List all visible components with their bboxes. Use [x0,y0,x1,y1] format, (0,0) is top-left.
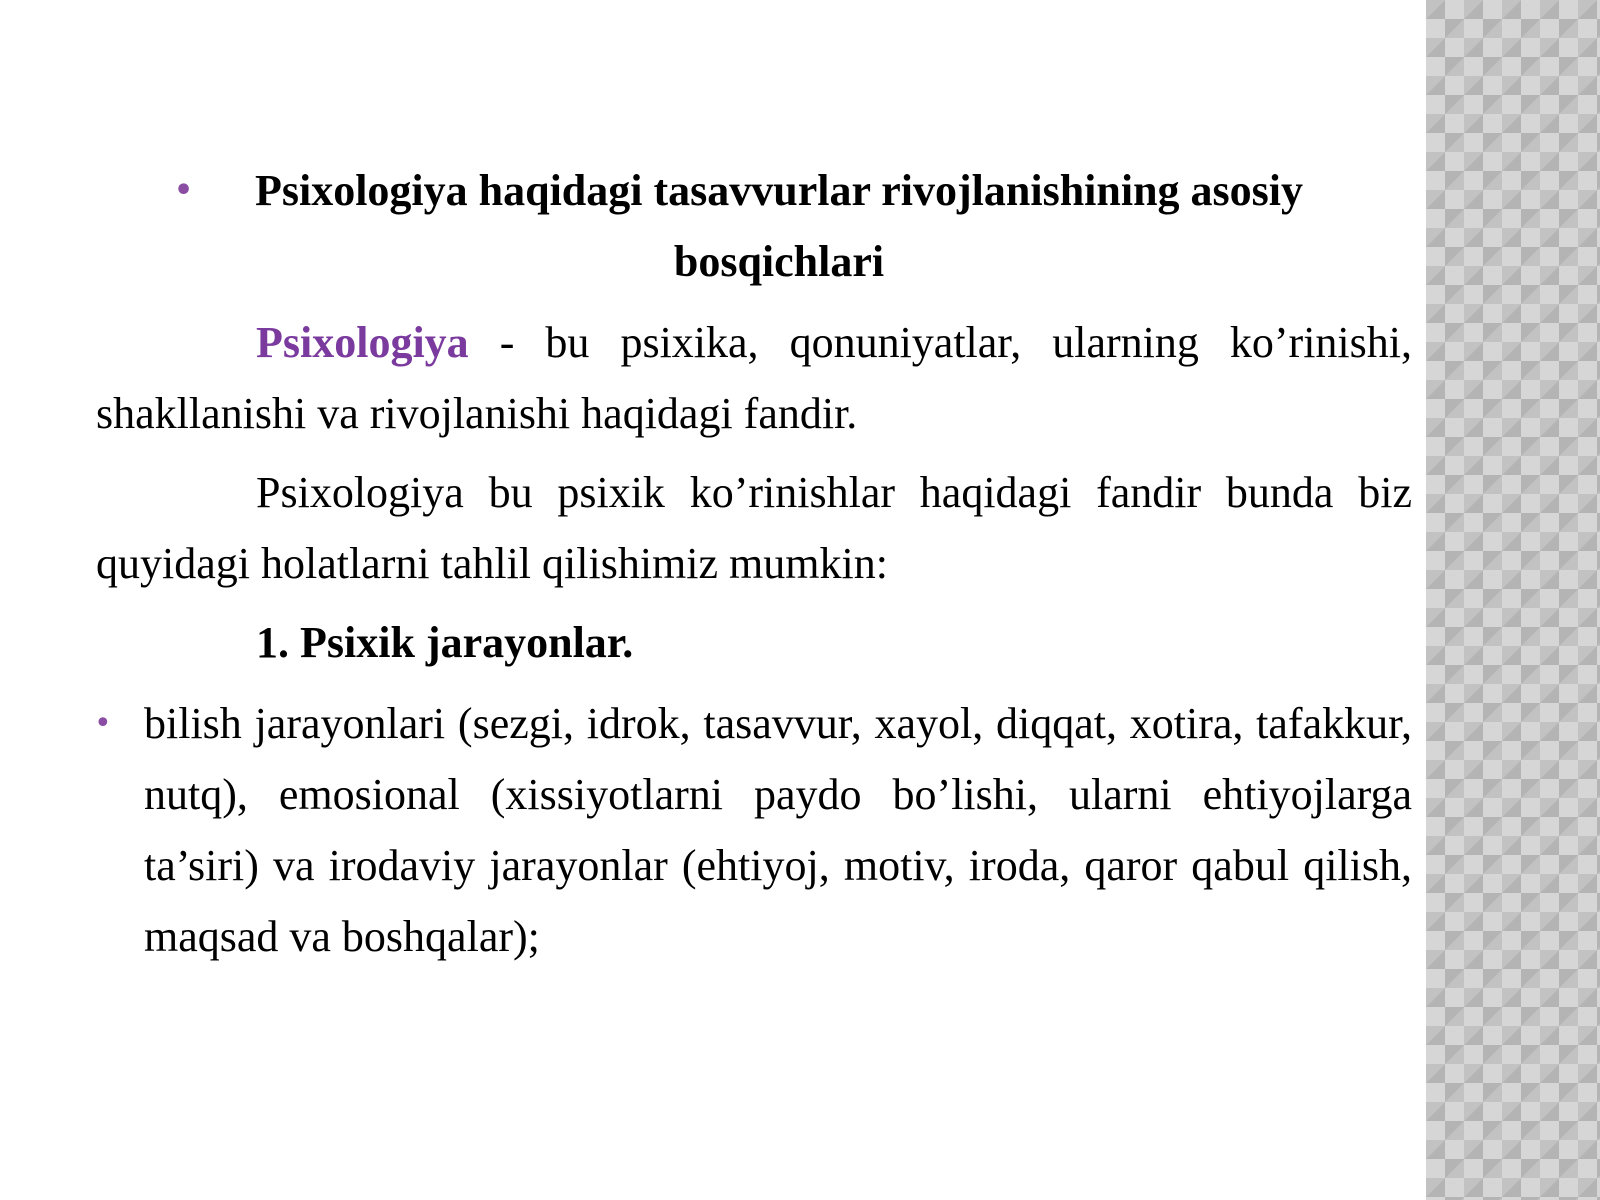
heading-text: Psixologiya haqidagi tasavvurlar rivojlanishining asosiy bosqichlari [254,166,1304,286]
list-item [96,688,1412,972]
slide-heading [96,155,1412,297]
definition-term: Psixologiya [256,318,469,367]
slide-content [96,155,1412,972]
description-paragraph: Psixologiya bu psixik ko’rinishlar haqidagi fandir bunda biz quyidagi holatlarni tahlil qilishimiz mumkin: [96,468,1412,588]
bullet-icon: • [174,173,194,208]
decorative-pattern-strip [1426,0,1600,1200]
list-item-text: bilish jarayonlari (sezgi, idrok, tasavvur, xayol, diqqat, xotira, tafakkur, nutq), emosional (xissiyotlarni paydo bo’lishi, ularni ehtiyojlarga ta’siri) va irodaviy jarayonlar (ehtiyoj, motiv, iroda, qaror qabul qilish, maqsad va boshqalar); [144,699,1412,961]
definition-text: - bu psixika, qonuniyatlar, ularning ko’rinishi, shakllanishi va rivojlanishi haqidagi fandir. [96,318,1412,438]
definition-paragraph [96,307,1412,449]
bullet-icon: • [94,706,112,741]
section-subheading: 1. Psixik jarayonlar. [256,618,634,667]
